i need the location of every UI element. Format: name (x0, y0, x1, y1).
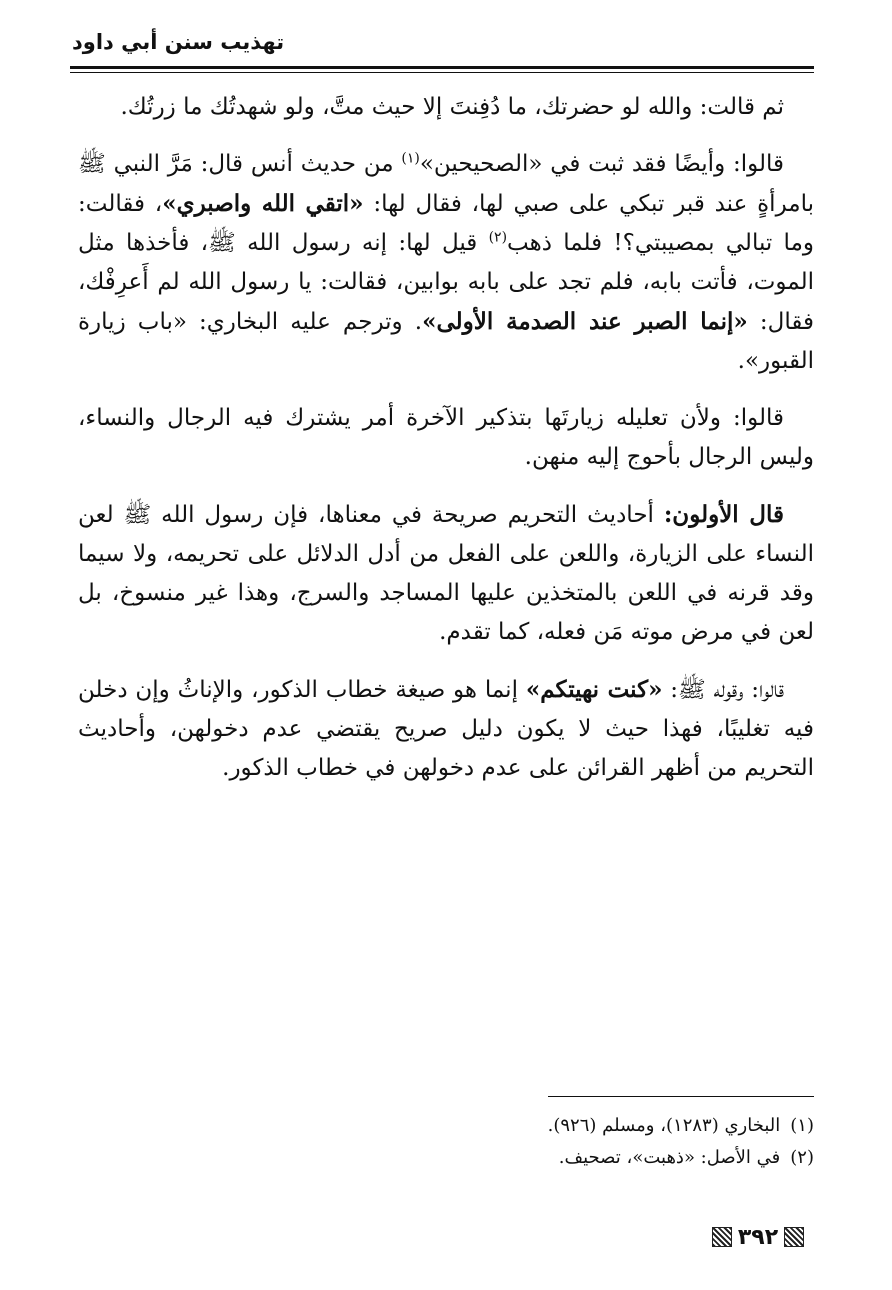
paragraph (78, 88, 814, 127)
footnote (78, 1142, 814, 1174)
text-run: . وترجم عليه البخاري: «باب زيارة القبور». (78, 309, 814, 374)
footnotes (78, 1110, 814, 1174)
paragraph (78, 495, 814, 652)
header-rule-thin (70, 72, 814, 73)
page-number (700, 1222, 816, 1252)
footnote (78, 1110, 814, 1142)
emphasis-text: «كنت نهيتكم» (525, 676, 663, 703)
emphasis-text: «اتقي الله واصبري» (162, 190, 364, 217)
body-text (78, 88, 814, 806)
ornament-icon (712, 1227, 732, 1247)
paragraph (78, 399, 814, 477)
text-run: إنما هو صيغة خطاب الذكور، والإناثُ وإن دخلن فيه تغليبًا، فهذا حيث لا يكون دليل صريح يقتضي عدم دخولهن، وأحاديث التحريم من أظهر القرائن على عدم دخولهن في خطاب الذكور. (78, 677, 814, 781)
ornament-icon (784, 1227, 804, 1247)
emphasis-text: «إنما الصبر عند الصدمة الأولى» (422, 308, 748, 335)
text-run: قيل لها: إنه رسول الله ﷺ، فأخذها مثل الموت، فأتت بابه، فلم تجد على بابه بوابين، فقالت: يا رسول الله لم أَعرِفْك، فقال: (78, 230, 814, 335)
text-run: ، فقالت: وما تبالي بمصيبتي؟! فلما ذهب (78, 191, 814, 256)
running-head: تهذيب سنن أبي داود (72, 30, 285, 54)
page-number-text: ٣٩٢ (737, 1224, 779, 1250)
text-run: أحاديث التحريم صريحة في معناها، فإن رسول الله ﷺ لعن النساء على الزيارة، واللعن على الفعل من أدل الدلائل على تحريمه، ولا سيما وقد قرنه في اللعن بالمتخذين عليها المساجد والسرج، وهذا غير منسوخ، بل لعن في مرض موته مَن فعله، كما تقدم. (78, 502, 814, 645)
text-run: قالوا: وأيضًا فقد ثبت في «الصحيحين» (419, 151, 784, 177)
paragraph (78, 145, 814, 381)
footnote-number: (٢) (790, 1147, 814, 1168)
text-run: من حديث أنس قال: مَرَّ النبي ﷺ بامرأةٍ عند قبر تبكي على صبي لها، فقال لها: (78, 151, 814, 217)
text-run: ثم قالت: والله لو حضرتك، ما دُفِنتَ إلا حيث متَّ، ولو شهدتُك ما زرتُك. (120, 94, 784, 120)
text-run: قالوا: ولأن تعليله زيارتَها بتذكير الآخرة أمر يشترك فيه الرجال والنساء، وليس الرجال بأحوج إليه منهن. (78, 405, 814, 470)
footnote-text: في الأصل: «ذهبت»، تصحيف. (558, 1147, 781, 1168)
footnote-ref: (٢) (488, 229, 508, 246)
footnote-number: (١) (790, 1115, 814, 1136)
header-rule-thick (70, 66, 814, 69)
emphasis-text: قال الأولون: (663, 501, 784, 528)
paragraph (78, 670, 814, 788)
footnote-text: البخاري (١٢٨٣)، ومسلم (٩٢٦). (547, 1115, 781, 1136)
footnote-ref: (١) (401, 150, 420, 167)
text-run: قالوا: وقوله ﷺ: (662, 677, 785, 703)
footnote-separator (548, 1096, 814, 1097)
